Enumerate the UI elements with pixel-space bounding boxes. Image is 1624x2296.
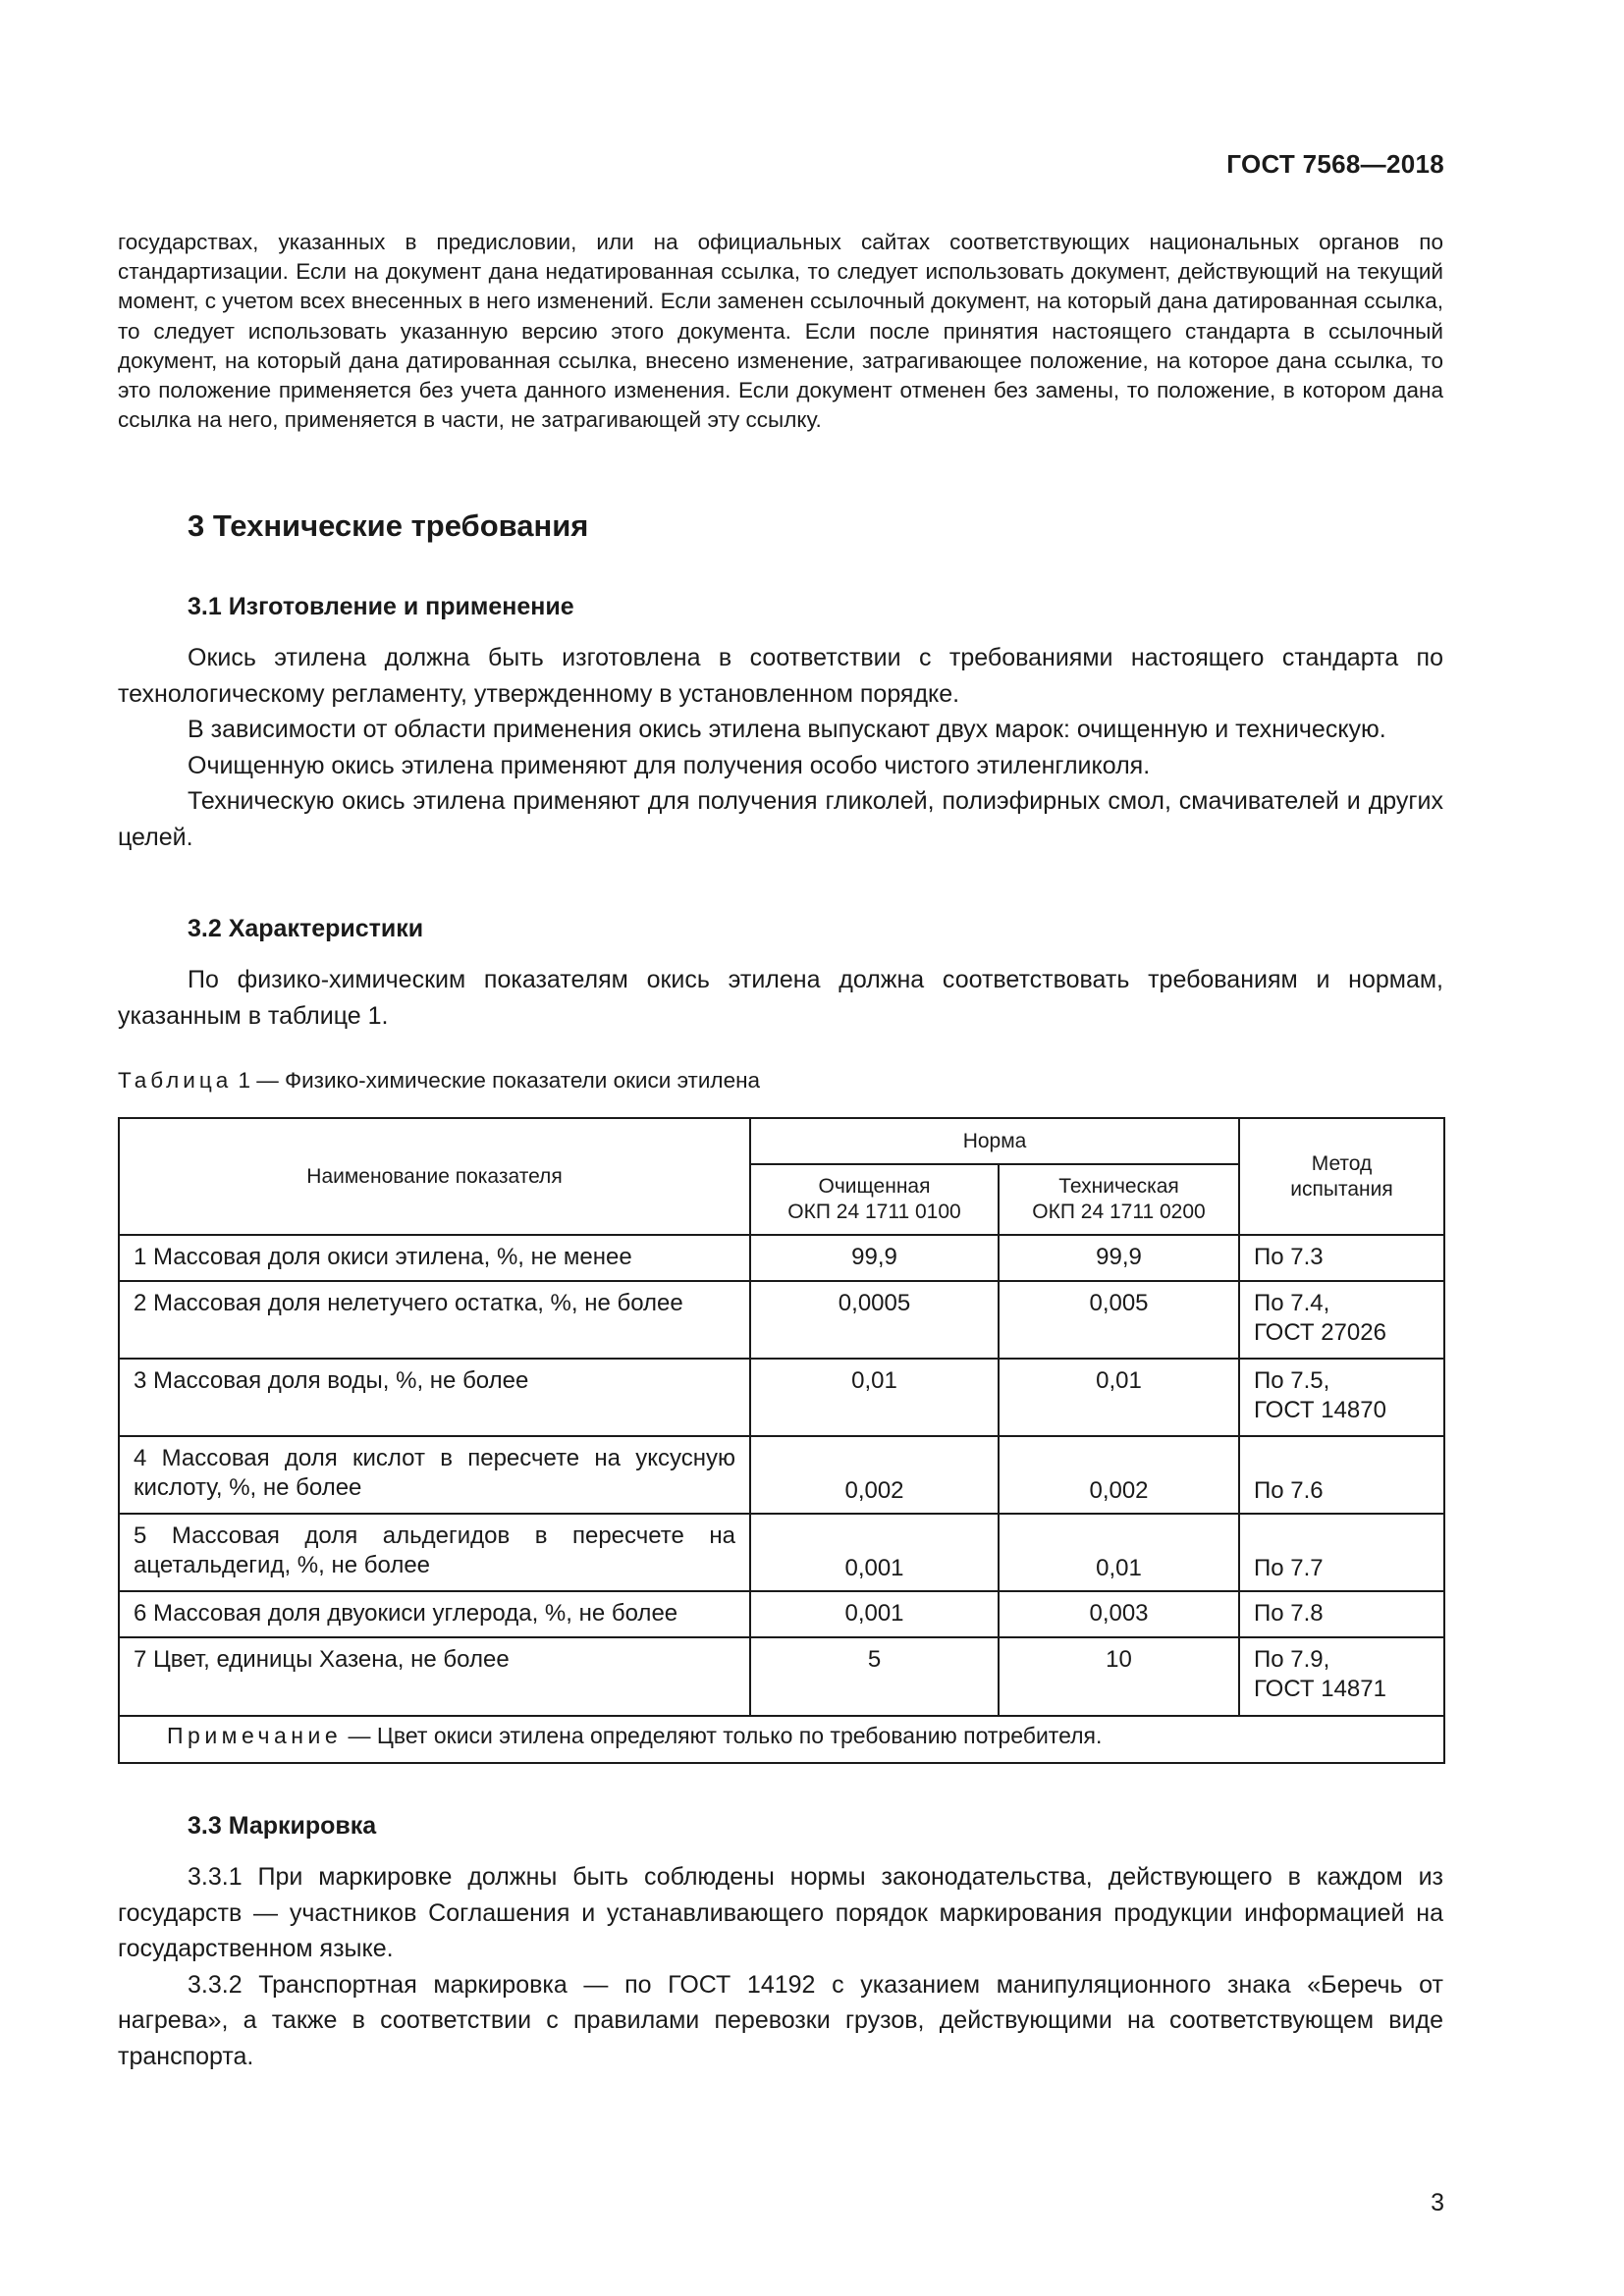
section-3-2-body xyxy=(118,962,1443,1034)
indicator-name: 4 Массовая доля кислот в пересчете на уксусную кислоту, %, не более xyxy=(119,1436,750,1514)
table-caption-label: Таблица xyxy=(118,1068,233,1093)
header-purified-grade xyxy=(750,1164,999,1235)
document-code: ГОСТ 7568—2018 xyxy=(1226,149,1444,179)
test-method xyxy=(1239,1359,1444,1436)
header-test-method xyxy=(1239,1118,1444,1235)
method-line: По 7.8 xyxy=(1254,1600,1324,1627)
method-line: По 7.3 xyxy=(1254,1244,1324,1270)
method-line: По 7.6 xyxy=(1254,1477,1324,1504)
intro-paragraph: государствах, указанных в предисловии, или на официальных сайтах соответствующих национальных органов по стандартизации. Если на документ дана недатированная ссылка, то следует использовать документ, действующий на текущий момент, с учетом всех внесенных в него изменений. Если заменен ссылочный документ, на который дана датированная ссылка, то следует использовать указанную версию этого документа. Если после принятия настоящего стандарта в ссылочный документ, на который дана датированная ссылка, внесено изменение, затрагивающее положение, на которое дана ссылка, то это положение применяется без учета данного изменения. Если документ отменен без замены, то положение, в котором дана ссылка на него, применяется в части, не затрагивающей эту ссылку. xyxy=(118,230,1443,433)
paragraph: По физико-химическим показателям окись этилена должна соответствовать требованиям и нормам, указанным в таблице 1. xyxy=(118,966,1443,1030)
indicator-name: 2 Массовая доля нелетучего остатка, %, не более xyxy=(119,1281,750,1359)
section-3-3-body xyxy=(118,1859,1443,2074)
technical-value: 0,002 xyxy=(999,1436,1239,1514)
header-line: ОКП 24 1711 0200 xyxy=(1032,1201,1206,1223)
method-line: ГОСТ 14871 xyxy=(1254,1676,1386,1702)
test-method xyxy=(1239,1436,1444,1514)
indicator-name: 5 Массовая доля альдегидов в пересчете на ацетальдегид, %, не более xyxy=(119,1514,750,1591)
table-row xyxy=(119,1514,1444,1591)
purified-value: 5 xyxy=(750,1637,999,1716)
technical-value: 10 xyxy=(999,1637,1239,1716)
technical-value: 0,003 xyxy=(999,1591,1239,1637)
header-technical-grade xyxy=(999,1164,1239,1235)
header-line: ОКП 24 1711 0100 xyxy=(787,1201,961,1223)
test-method xyxy=(1239,1281,1444,1359)
table-caption-text: 1 — Физико-химические показатели окиси этилена xyxy=(232,1068,761,1093)
table-row xyxy=(119,1281,1444,1359)
header-method-line: испытания xyxy=(1290,1177,1393,1201)
header-norm: Норма xyxy=(750,1118,1239,1164)
table-row xyxy=(119,1436,1444,1514)
test-method xyxy=(1239,1637,1444,1716)
test-method xyxy=(1239,1235,1444,1281)
purified-value: 0,001 xyxy=(750,1591,999,1637)
table-row xyxy=(119,1637,1444,1716)
table-row xyxy=(119,1235,1444,1281)
note-label: Примечание xyxy=(167,1723,343,1748)
indicator-name: 7 Цвет, единицы Хазена, не более xyxy=(119,1637,750,1716)
method-line: ГОСТ 14870 xyxy=(1254,1397,1386,1423)
purified-value: 0,001 xyxy=(750,1514,999,1591)
method-line: По 7.4, xyxy=(1254,1290,1330,1316)
indicator-name: 1 Массовая доля окиси этилена, %, не менее xyxy=(119,1235,750,1281)
note-text: — Цвет окиси этилена определяют только по требованию потребителя. xyxy=(342,1723,1103,1748)
method-line: По 7.9, xyxy=(1254,1646,1330,1673)
test-method xyxy=(1239,1514,1444,1591)
paragraph: Очищенную окись этилена применяют для получения особо чистого этиленгликоля. xyxy=(188,751,1151,779)
method-line: ГОСТ 27026 xyxy=(1254,1319,1386,1346)
purified-value: 0,01 xyxy=(750,1359,999,1436)
table-row xyxy=(119,1591,1444,1637)
purified-value: 99,9 xyxy=(750,1235,999,1281)
table-caption xyxy=(118,1068,760,1094)
table-note xyxy=(119,1716,1444,1763)
section-3-heading: 3 Технические требования xyxy=(188,508,589,543)
method-line: По 7.7 xyxy=(1254,1555,1324,1581)
section-3-1-heading: 3.1 Изготовление и применение xyxy=(188,593,574,620)
technical-value: 0,01 xyxy=(999,1359,1239,1436)
header-indicator-name: Наименование показателя xyxy=(119,1118,750,1235)
test-method xyxy=(1239,1591,1444,1637)
paragraph: 3.3.1 При маркировке должны быть соблюдены нормы законодательства, действующего в каждом из государств — участников Соглашения и устанавливающего порядок маркирования продукции информацией на государственном языке. xyxy=(118,1863,1443,1962)
paragraph: 3.3.2 Транспортная маркировка — по ГОСТ 14192 с указанием манипуляционного знака «Беречь от нагрева», а также в соответствии с правилами перевозки грузов, действующими на соответствующем виде транспорта. xyxy=(118,1970,1443,2070)
header-line: Техническая xyxy=(1058,1175,1179,1198)
paragraph: Техническую окись этилена применяют для получения гликолей, полиэфирных смол, смачивателей и других целей. xyxy=(118,787,1443,851)
section-3-3-heading: 3.3 Маркировка xyxy=(188,1812,377,1840)
section-3-2-heading: 3.2 Характеристики xyxy=(188,915,424,942)
technical-value: 0,01 xyxy=(999,1514,1239,1591)
indicator-name: 3 Массовая доля воды, %, не более xyxy=(119,1359,750,1436)
physico-chemical-table xyxy=(118,1117,1445,1764)
technical-value: 99,9 xyxy=(999,1235,1239,1281)
purified-value: 0,0005 xyxy=(750,1281,999,1359)
header-line: Очищенная xyxy=(818,1175,931,1198)
table-row xyxy=(119,1359,1444,1436)
paragraph: В зависимости от области применения окись этилена выпускают двух марок: очищенную и техническую. xyxy=(188,716,1386,743)
method-line: По 7.5, xyxy=(1254,1367,1330,1394)
technical-value: 0,005 xyxy=(999,1281,1239,1359)
paragraph: Окись этилена должна быть изготовлена в соответствии с требованиями настоящего стандарта по технологическому регламенту, утвержденному в установленном порядке. xyxy=(118,644,1443,708)
header-method-line: Метод xyxy=(1311,1151,1373,1175)
page-number: 3 xyxy=(1431,2189,1444,2216)
section-3-1-body xyxy=(118,640,1443,855)
indicator-name: 6 Массовая доля двуокиси углерода, %, не более xyxy=(119,1591,750,1637)
purified-value: 0,002 xyxy=(750,1436,999,1514)
